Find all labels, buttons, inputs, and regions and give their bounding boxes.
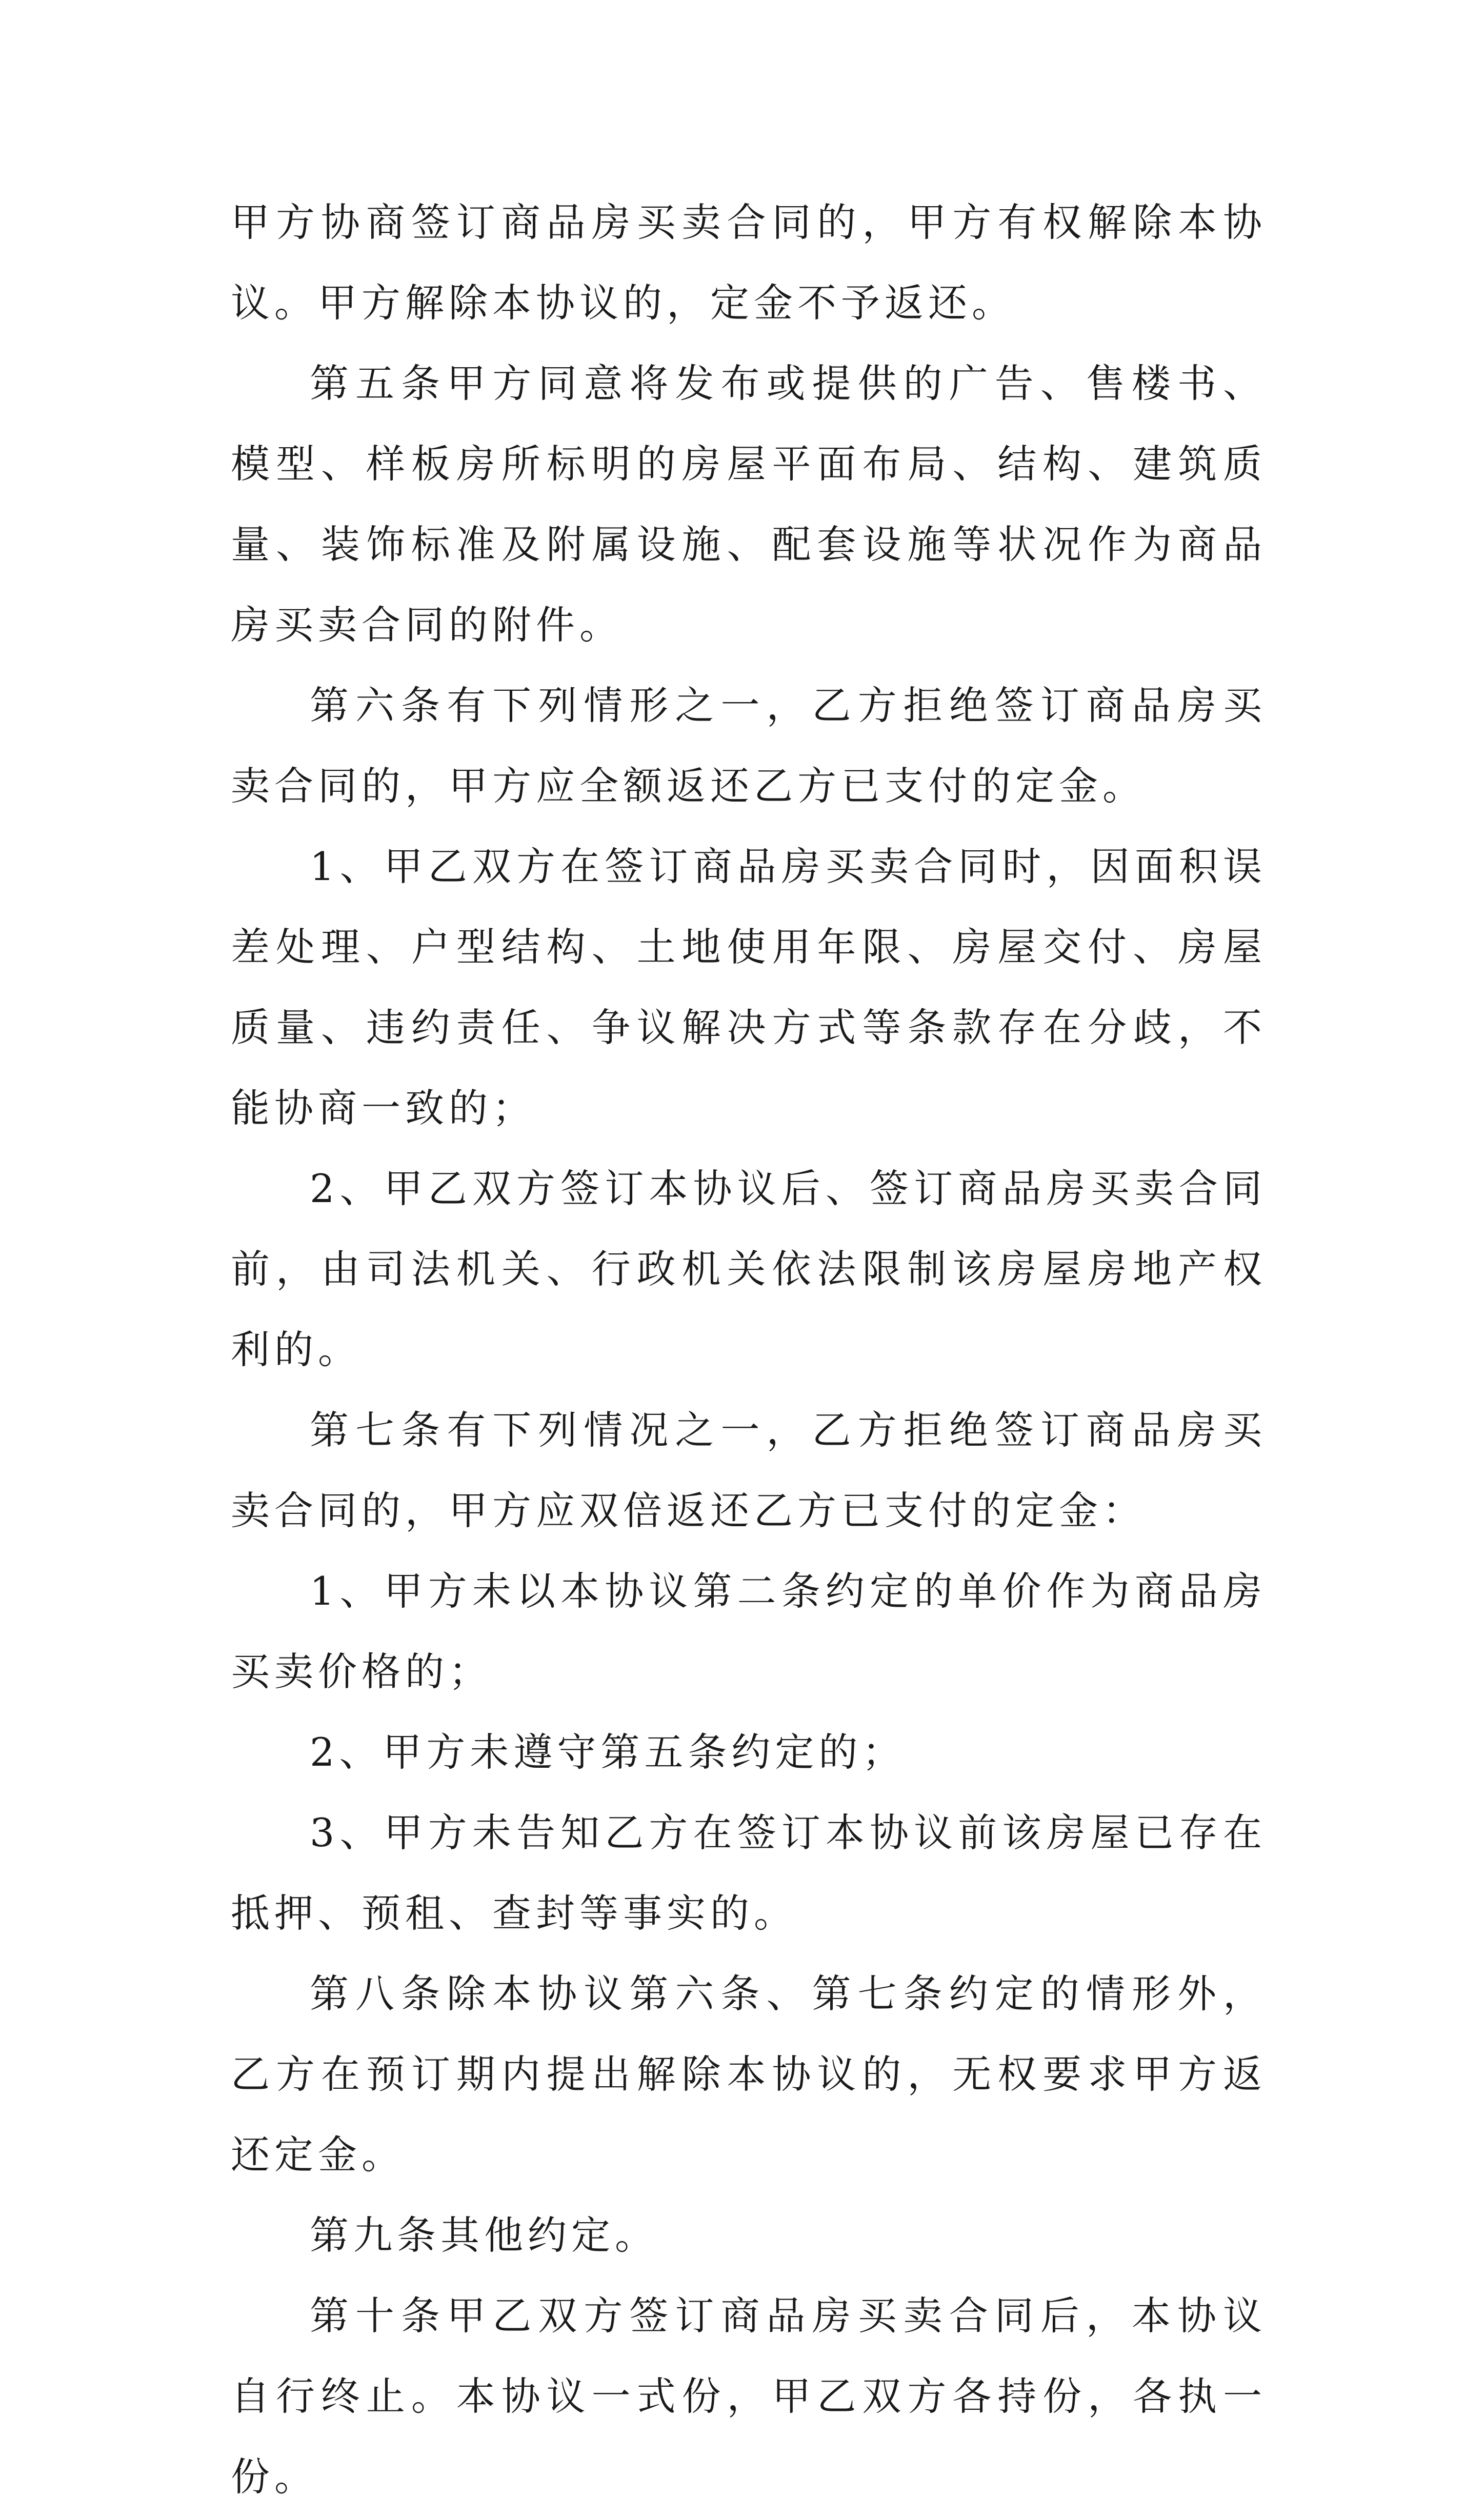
- paragraph-article-5: 第五条甲方同意将发布或提供的广告、售楼书、模型、样板房所标明的房屋平面布局、结构、建筑质量、装饰标准及附属设施、配套设施等状况作为商品房买卖合同的附件。: [231, 361, 1267, 648]
- paragraph-article-6: 第六条有下列情形之一，乙方拒绝签订商品房买卖合同的，甲方应全额返还乙方已支付的定金。: [231, 683, 1267, 809]
- paragraph-article-7-item-1: 1、甲方未以本协议第二条约定的单价作为商品房买卖价格的；: [231, 1568, 1267, 1694]
- paragraph-article-8: 第八条除本协议第六条、第七条约定的情形外，乙方在预订期内提出解除本协议的，无权要求甲方返还定金。: [231, 1971, 1267, 2178]
- paragraph-article-7-item-2: 2、甲方未遵守第五条约定的；: [310, 1729, 906, 1775]
- document-body: [231, 182, 1267, 2517]
- paragraph-article-10: 第十条甲乙双方签订商品房买卖合同后，本协议自行终止。本协议一式份，甲乙双方各持份，各执一份。: [231, 2293, 1267, 2500]
- paragraph-article-9: 第九条其他约定。: [310, 2212, 658, 2258]
- paragraph-article-7-item-3: 3、甲方未告知乙方在签订本协议前该房屋已存在抵押、预租、查封等事实的。: [231, 1810, 1267, 1936]
- paragraph-article-7: 第七条有下列情况之一，乙方拒绝签订商品房买卖合同的，甲方应双倍返还乙方已支付的定金：: [231, 1407, 1267, 1533]
- paragraph-continuation: 甲方协商签订商品房买卖合同的，甲方有权解除本协议。甲方解除本协议的，定金不予返还。: [231, 199, 1267, 326]
- paragraph-article-6-item-1: 1、甲乙双方在签订商品房买卖合同时，因面积误差处理、户型结构、土地使用年限、房屋交付、房屋质量、违约责任、争议解决方式等条款存在分歧，不能协商一致的；: [231, 844, 1267, 1131]
- paragraph-article-6-item-2: 2、甲乙双方签订本协议后、签订商品房买卖合同前，由司法机关、行政机关依法限制该房屋房地产权利的。: [231, 1166, 1267, 1372]
